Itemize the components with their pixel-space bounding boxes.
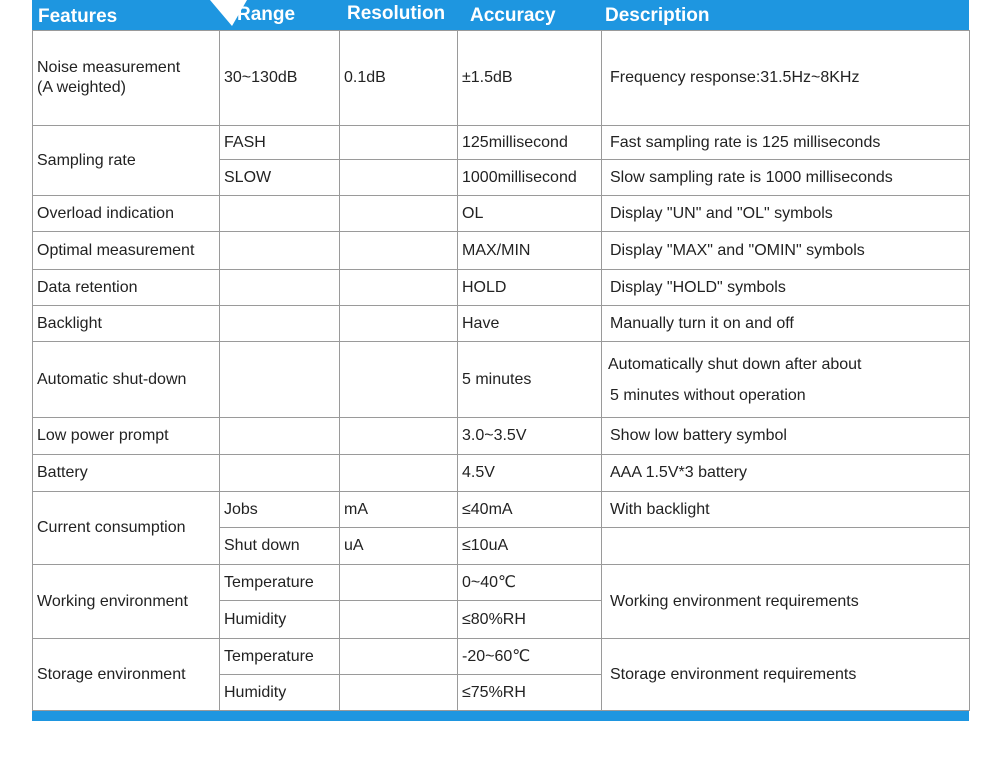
feature-retention: Data retention xyxy=(33,270,220,306)
range-shutdown xyxy=(220,342,340,418)
resolution-shutdown xyxy=(340,342,458,418)
resolution-working-temp xyxy=(340,565,458,601)
resolution-overload xyxy=(340,196,458,232)
range-slow: SLOW xyxy=(220,160,340,196)
table-row xyxy=(33,126,970,160)
range-storage-hum: Humidity xyxy=(220,675,340,711)
range-fash: FASH xyxy=(220,126,340,160)
accuracy-retention: HOLD xyxy=(458,270,602,306)
header-accuracy: Accuracy xyxy=(470,5,556,26)
table-row xyxy=(33,306,970,342)
table-row xyxy=(33,31,970,126)
range-lowpower xyxy=(220,418,340,455)
feature-backlight: Backlight xyxy=(33,306,220,342)
range-optimal xyxy=(220,232,340,270)
accuracy-lowpower: 3.0~3.5V xyxy=(458,418,602,455)
accuracy-working-temp: 0~40℃ xyxy=(458,565,602,601)
table-row xyxy=(33,232,970,270)
description-jobs: With backlight xyxy=(602,492,970,528)
resolution-optimal xyxy=(340,232,458,270)
feature-lowpower: Low power prompt xyxy=(33,418,220,455)
feature-working: Working environment xyxy=(33,565,220,639)
description-shutdown-line-2: 5 minutes without operation xyxy=(610,386,806,404)
description-shutdown xyxy=(602,342,970,418)
resolution-noise: 0.1dB xyxy=(340,31,458,126)
table-row xyxy=(33,492,970,528)
accuracy-jobs: ≤40mA xyxy=(458,492,602,528)
accuracy-fash: 125millisecond xyxy=(458,126,602,160)
feature-shutdown: Automatic shut-down xyxy=(33,342,220,418)
feature-noise: Noise measurement (A weighted) xyxy=(33,31,220,126)
accuracy-battery: 4.5V xyxy=(458,455,602,492)
accuracy-storage-temp: -20~60℃ xyxy=(458,639,602,675)
description-lowpower: Show low battery symbol xyxy=(602,418,970,455)
spec-table-container xyxy=(32,0,969,721)
header-range: Range xyxy=(237,4,296,25)
resolution-working-hum xyxy=(340,601,458,639)
description-fash: Fast sampling rate is 125 milliseconds xyxy=(602,126,970,160)
description-backlight: Manually turn it on and off xyxy=(602,306,970,342)
description-overload: Display "UN" and "OL" symbols xyxy=(602,196,970,232)
table-footer-bar xyxy=(32,711,969,721)
table-row xyxy=(33,565,970,601)
range-overload xyxy=(220,196,340,232)
accuracy-storage-hum: ≤75%RH xyxy=(458,675,602,711)
table-row xyxy=(33,196,970,232)
description-optimal: Display "MAX" and "OMIN" symbols xyxy=(602,232,970,270)
description-battery: AAA 1.5V*3 battery xyxy=(602,455,970,492)
table-row xyxy=(33,270,970,306)
accuracy-noise: ±1.5dB xyxy=(458,31,602,126)
table-row xyxy=(33,639,970,675)
description-retention: Display "HOLD" symbols xyxy=(602,270,970,306)
resolution-storage-temp xyxy=(340,639,458,675)
accuracy-optimal: MAX/MIN xyxy=(458,232,602,270)
table-header xyxy=(32,0,969,30)
feature-optimal: Optimal measurement xyxy=(33,232,220,270)
feature-storage: Storage environment xyxy=(33,639,220,711)
accuracy-slow: 1000millisecond xyxy=(458,160,602,196)
feature-overload: Overload indication xyxy=(33,196,220,232)
header-features: Features xyxy=(38,6,118,27)
resolution-jobs: mA xyxy=(340,492,458,528)
header-resolution: Resolution xyxy=(347,3,446,24)
resolution-backlight xyxy=(340,306,458,342)
table-row xyxy=(33,418,970,455)
resolution-lowpower xyxy=(340,418,458,455)
description-shutdown-current xyxy=(602,528,970,565)
resolution-storage-hum xyxy=(340,675,458,711)
range-working-temp: Temperature xyxy=(220,565,340,601)
range-shutdown-current: Shut down xyxy=(220,528,340,565)
range-retention xyxy=(220,270,340,306)
accuracy-shutdown: 5 minutes xyxy=(458,342,602,418)
range-backlight xyxy=(220,306,340,342)
feature-battery: Battery xyxy=(33,455,220,492)
table-row xyxy=(33,342,970,418)
resolution-battery xyxy=(340,455,458,492)
accuracy-working-hum: ≤80%RH xyxy=(458,601,602,639)
table-row xyxy=(33,455,970,492)
accuracy-overload: OL xyxy=(458,196,602,232)
range-storage-temp: Temperature xyxy=(220,639,340,675)
accuracy-shutdown-current: ≤10uA xyxy=(458,528,602,565)
header-description: Description xyxy=(605,5,710,26)
description-working: Working environment requirements xyxy=(602,565,970,639)
feature-current: Current consumption xyxy=(33,492,220,565)
description-slow: Slow sampling rate is 1000 milliseconds xyxy=(602,160,970,196)
description-noise: Frequency response:31.5Hz~8KHz xyxy=(602,31,970,126)
resolution-retention xyxy=(340,270,458,306)
feature-sampling: Sampling rate xyxy=(33,126,220,196)
range-battery xyxy=(220,455,340,492)
description-storage: Storage environment requirements xyxy=(602,639,970,711)
resolution-shutdown-current: uA xyxy=(340,528,458,565)
range-jobs: Jobs xyxy=(220,492,340,528)
accuracy-backlight: Have xyxy=(458,306,602,342)
range-working-hum: Humidity xyxy=(220,601,340,639)
description-shutdown-line-1: Automatically shut down after about xyxy=(608,355,862,373)
range-noise: 30~130dB xyxy=(220,31,340,126)
resolution-slow xyxy=(340,160,458,196)
resolution-fash xyxy=(340,126,458,160)
spec-table xyxy=(32,30,970,711)
